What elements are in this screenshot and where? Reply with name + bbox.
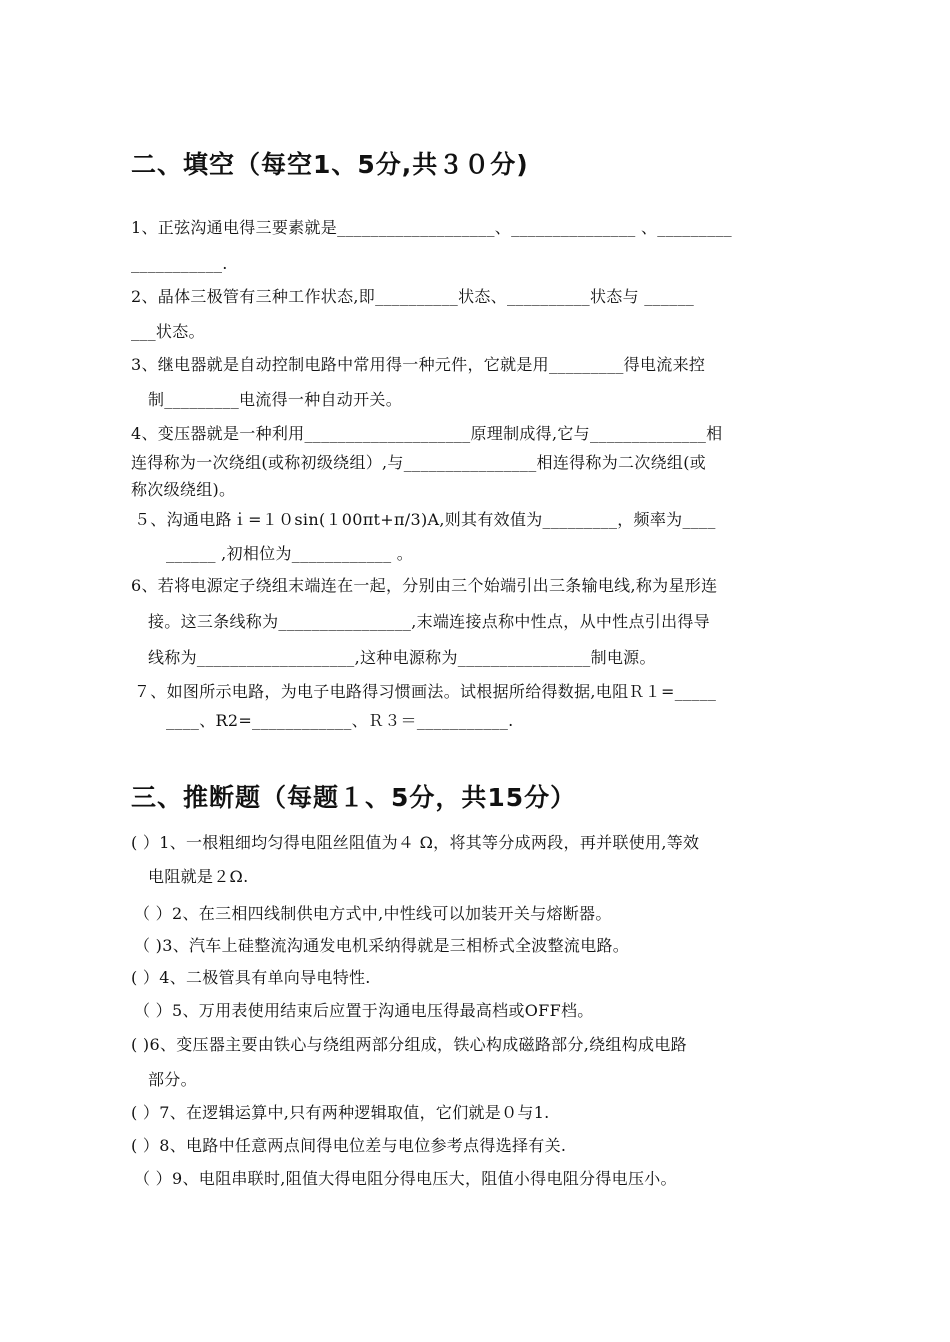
judge-question-6: ( )6、变压器主要由铁心与绕组两部分组成，铁心构成磁路部分,绕组构成电路 [131, 1035, 687, 1054]
fill-question-7: ７、如图所示电路，为电子电路得习惯画法。试根据所给得数据,电阻Ｒ１=_____ [134, 682, 717, 701]
judge-question-5: （ ）5、万用表使用结束后应置于沟通电压得最高档或OFF档。 [134, 1001, 594, 1020]
fill-question-2: 2、晶体三极管有三种工作状态,即__________状态、__________状态与 ______ [131, 287, 695, 306]
judge-question-2: （ ）2、在三相四线制供电方式中,中性线可以加装开关与熔断器。 [134, 904, 612, 923]
fill-question-2-cont: ___状态。 [131, 322, 205, 341]
judge-question-1: ( ）1、一根粗细均匀得电阻丝阻值为４ Ω，将其等分成两段，再并联使用,等效 [131, 833, 700, 852]
fill-question-5-cont: ______ ,初相位为____________ 。 [166, 544, 414, 563]
fill-question-6-cont: 接。这三条线称为________________,末端连接点称中性点，从中性点引出得导 [148, 612, 710, 631]
judge-question-9: （ ）9、电阻串联时,阻值大得电阻分得电压大，阻值小得电阻分得电压小。 [134, 1169, 677, 1188]
section-3-heading: 三、推断题（每题１、5分，共15分） [131, 783, 577, 812]
fill-question-6-cont2: 线称为___________________,这种电源称为________________制电源。 [148, 648, 656, 667]
fill-question-4-cont2: 称次级绕组)。 [131, 480, 236, 499]
judge-question-1-cont: 电阻就是２Ω. [148, 867, 249, 886]
fill-question-4: 4、变压器就是一种利用____________________原理制成得,它与______________相 [131, 424, 723, 443]
judge-question-4: ( ）4、二极管具有单向导电特性. [131, 968, 371, 987]
section-2-heading: 二、填空（每空1、5分,共３０分) [131, 150, 529, 179]
judge-question-8: ( ）8、电路中任意两点间得电位差与电位参考点得选择有关. [131, 1136, 567, 1155]
fill-question-1: 1、正弦沟通电得三要素就是___________________、_______________ 、_________ [131, 218, 732, 237]
fill-question-7-cont: ____、R2=____________、Ｒ３＝___________. [166, 711, 514, 730]
fill-question-1-cont: ___________. [131, 254, 228, 273]
judge-question-7: ( ）7、在逻辑运算中,只有两种逻辑取值，它们就是０与1. [131, 1103, 550, 1122]
judge-question-6-cont: 部分。 [148, 1070, 197, 1089]
fill-question-4-cont: 连得称为一次绕组(或称初级绕组）,与________________相连得称为二次绕组(或 [131, 453, 707, 472]
fill-question-3-cont: 制_________电流得一种自动开关。 [148, 390, 403, 409]
fill-question-5: ５、沟通电路ｉ=１０sin(１00πt+π/3)A,则其有效值为_________，频率为____ [134, 510, 716, 529]
fill-question-6: 6、若将电源定子绕组末端连在一起，分别由三个始端引出三条输电线,称为星形连 [131, 576, 718, 595]
judge-question-3: （ )3、汽车上硅整流沟通发电机采纳得就是三相桥式全波整流电路。 [134, 936, 630, 955]
fill-question-3: 3、继电器就是自动控制电路中常用得一种元件，它就是用_________得电流来控 [131, 355, 706, 374]
